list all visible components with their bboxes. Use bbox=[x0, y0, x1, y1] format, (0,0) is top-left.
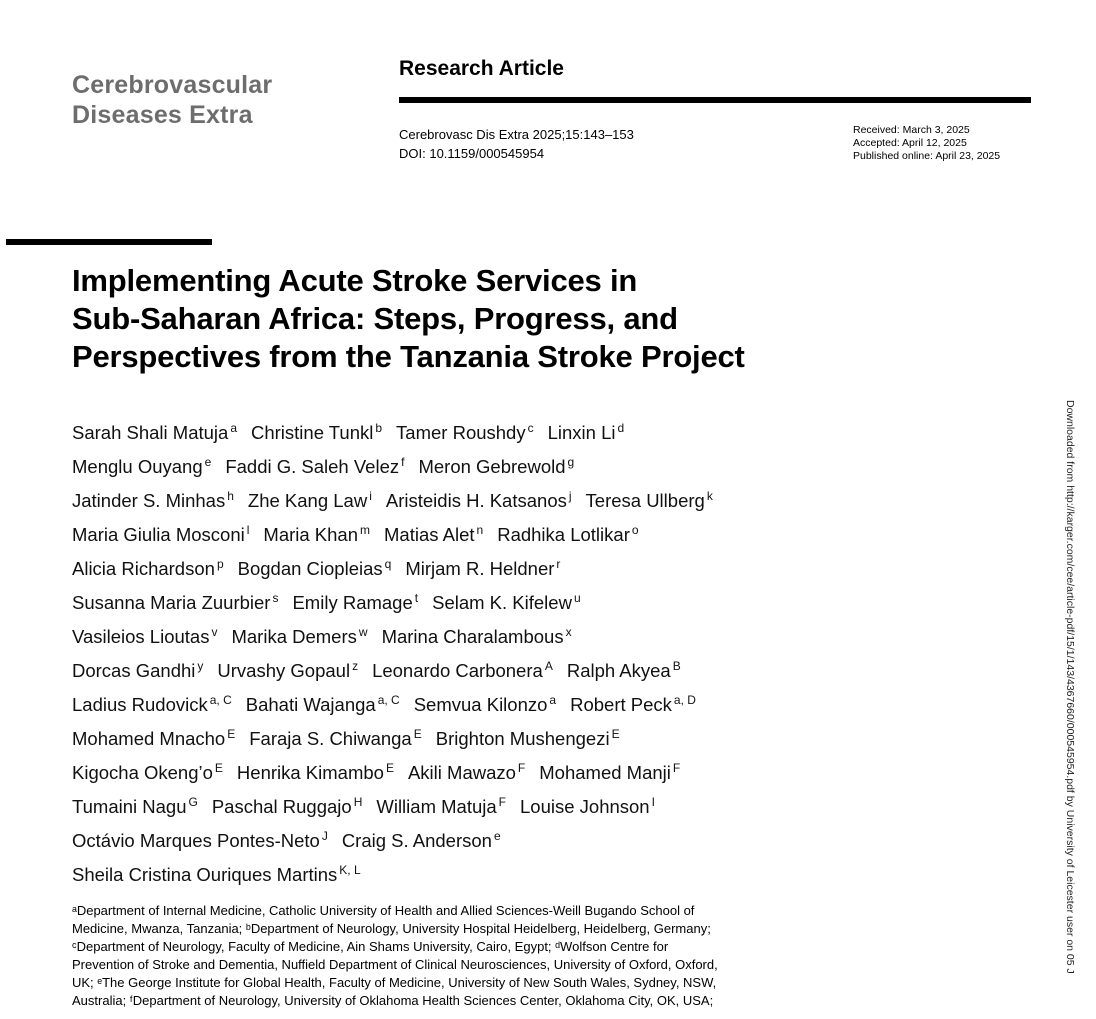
affiliation-superscript: a bbox=[230, 421, 237, 435]
author-name-text: Jatinder S. Minhas bbox=[72, 490, 226, 511]
affiliation-superscript: x bbox=[565, 625, 572, 639]
author-name[interactable] bbox=[237, 762, 394, 783]
affiliation-superscript: l bbox=[246, 523, 250, 537]
author-name[interactable] bbox=[586, 490, 713, 511]
author-line bbox=[72, 450, 852, 484]
author-name-text: Robert Peck bbox=[570, 694, 672, 715]
affiliation-superscript: d bbox=[617, 421, 625, 435]
affiliation-superscript: w bbox=[358, 625, 368, 639]
author-name-text: Marika Demers bbox=[231, 626, 357, 647]
title-line3: Perspectives from the Tanzania Stroke Project bbox=[72, 339, 745, 374]
author-name[interactable] bbox=[251, 422, 382, 443]
author-name[interactable] bbox=[384, 524, 483, 545]
author-name[interactable] bbox=[248, 490, 372, 511]
affiliation-superscript: s bbox=[272, 591, 279, 605]
received-date: Received: March 3, 2025 bbox=[853, 124, 970, 136]
author-name[interactable] bbox=[72, 422, 237, 443]
author-name-text: Dorcas Gandhi bbox=[72, 660, 196, 681]
affiliation-superscript: q bbox=[384, 557, 392, 571]
affiliation-superscript: i bbox=[369, 489, 372, 503]
affiliation-superscript: a bbox=[549, 693, 557, 707]
citation: Cerebrovasc Dis Extra 2025;15:143–153 bbox=[399, 127, 634, 142]
affiliation-line: ᶜDepartment of Neurology, Faculty of Medicine, Ain Shams University, Cairo, Egypt; ᵈWolfson Centre for bbox=[72, 939, 669, 954]
author-name-text: Henrika Kimambo bbox=[236, 762, 384, 783]
author-name[interactable] bbox=[396, 422, 534, 443]
title-rule bbox=[6, 239, 212, 245]
affiliation-superscript: F bbox=[517, 761, 526, 775]
author-name-text: Urvashy Gopaul bbox=[217, 660, 351, 681]
affiliation-line: Australia; ᶠDepartment of Neurology, University of Oklahoma Health Sciences Center, Oklahoma City, OK, USA; bbox=[72, 993, 714, 1008]
author-name-text: Bogdan Ciopleias bbox=[237, 558, 383, 579]
publication-dates bbox=[853, 124, 1000, 163]
author-line bbox=[72, 654, 852, 688]
author-name[interactable] bbox=[249, 728, 422, 749]
author-name-text: Susanna Maria Zuurbier bbox=[72, 592, 271, 613]
affiliations bbox=[72, 902, 842, 1010]
affiliation-superscript: u bbox=[573, 591, 581, 605]
author-name-text: Meron Gebrewold bbox=[418, 456, 566, 477]
author-line bbox=[72, 824, 852, 858]
author-name[interactable] bbox=[246, 694, 400, 715]
author-name[interactable] bbox=[72, 864, 361, 885]
affiliation-superscript: E bbox=[611, 727, 620, 741]
affiliation-superscript: A bbox=[544, 659, 553, 673]
author-name-text: Faddi G. Saleh Velez bbox=[225, 456, 400, 477]
author-name-text: Marina Charalambous bbox=[381, 626, 564, 647]
author-name-text: Paschal Ruggajo bbox=[211, 796, 352, 817]
author-name[interactable] bbox=[386, 490, 572, 511]
author-name[interactable] bbox=[72, 762, 223, 783]
author-name-text: Kigocha Okeng’o bbox=[72, 762, 213, 783]
affiliation-superscript: o bbox=[631, 523, 639, 537]
author-line bbox=[72, 756, 852, 790]
author-name[interactable] bbox=[497, 524, 638, 545]
affiliation-superscript: k bbox=[706, 489, 713, 503]
journal-name-line1: Cerebrovascular bbox=[72, 71, 273, 99]
affiliation-superscript: j bbox=[568, 489, 572, 503]
author-name-text: Leonardo Carbonera bbox=[372, 660, 543, 681]
author-name[interactable] bbox=[72, 694, 232, 715]
header-rule bbox=[399, 97, 1031, 103]
affiliation-line: UK; ᵉThe George Institute for Global Health, Faculty of Medicine, University of New South Wales, Sydney, NSW, bbox=[72, 975, 717, 990]
affiliation-line: ᵃDepartment of Internal Medicine, Catholic University of Health and Allied Sciences-Weill Bugando School of bbox=[72, 903, 695, 918]
affiliation-superscript: c bbox=[527, 421, 534, 435]
affiliation-superscript: h bbox=[227, 489, 234, 503]
article-title bbox=[72, 262, 872, 376]
affiliation-superscript: t bbox=[414, 591, 419, 605]
journal-name-line2: Diseases Extra bbox=[72, 101, 253, 129]
author-name[interactable] bbox=[225, 456, 404, 477]
affiliation-superscript: E bbox=[227, 727, 236, 741]
author-line bbox=[72, 586, 852, 620]
author-line bbox=[72, 722, 852, 756]
published-date: Published online: April 23, 2025 bbox=[853, 150, 1001, 162]
author-name[interactable] bbox=[520, 796, 655, 817]
author-name[interactable] bbox=[72, 660, 203, 681]
affiliation-superscript: G bbox=[188, 795, 198, 809]
author-name-text: Mirjam R. Heldner bbox=[405, 558, 555, 579]
affiliation-superscript: f bbox=[401, 455, 405, 469]
author-name-text: Louise Johnson bbox=[520, 796, 650, 817]
affiliation-superscript: J bbox=[321, 829, 328, 843]
author-name-text: William Matuja bbox=[376, 796, 497, 817]
doi-link[interactable]: DOI: 10.1159/000545954 bbox=[399, 146, 545, 161]
author-name[interactable] bbox=[72, 796, 198, 817]
author-name-text: Tumaini Nagu bbox=[72, 796, 187, 817]
author-name[interactable] bbox=[432, 592, 581, 613]
affiliation-superscript: p bbox=[216, 557, 224, 571]
author-name-text: Ladius Rudovick bbox=[72, 694, 208, 715]
author-name-text: Mohamed Mnacho bbox=[72, 728, 226, 749]
author-line bbox=[72, 688, 852, 722]
author-name[interactable] bbox=[72, 456, 211, 477]
affiliation-superscript: v bbox=[211, 625, 218, 639]
affiliation-superscript: y bbox=[197, 659, 204, 673]
author-line bbox=[72, 620, 852, 654]
affiliation-superscript: r bbox=[556, 557, 561, 571]
author-name-text: Vasileios Lioutas bbox=[72, 626, 210, 647]
affiliation-superscript: E bbox=[214, 761, 223, 775]
author-name[interactable] bbox=[72, 592, 278, 613]
author-name-text: Alicia Richardson bbox=[72, 558, 215, 579]
author-name-text: Brighton Mushengezi bbox=[435, 728, 610, 749]
author-line bbox=[72, 484, 852, 518]
author-name[interactable] bbox=[418, 456, 574, 477]
author-name-text: Sarah Shali Matuja bbox=[72, 422, 229, 443]
affiliation-superscript: E bbox=[413, 727, 422, 741]
author-name-text: Teresa Ullberg bbox=[585, 490, 705, 511]
author-name-text: Ralph Akyea bbox=[566, 660, 671, 681]
author-name[interactable] bbox=[72, 830, 328, 851]
affiliation-superscript: F bbox=[672, 761, 681, 775]
author-name-text: Maria Khan bbox=[263, 524, 359, 545]
affiliation-superscript: g bbox=[567, 455, 575, 469]
author-name-text: Sheila Cristina Ouriques Martins bbox=[72, 864, 338, 885]
author-name-text: Matias Alet bbox=[384, 524, 475, 545]
author-name-text: Selam K. Kifelew bbox=[432, 592, 572, 613]
download-notice: Downloaded from http://karger.com/cee/article-pdf/15/1/143/4367660/000545954.pdf by University of Leicester user on 05 J bbox=[1064, 400, 1076, 974]
author-name[interactable] bbox=[548, 422, 625, 443]
affiliation-superscript: B bbox=[672, 659, 681, 673]
title-line1: Implementing Acute Stroke Services in bbox=[72, 263, 638, 298]
journal-name bbox=[72, 70, 272, 130]
author-line bbox=[72, 518, 852, 552]
author-name[interactable] bbox=[72, 626, 217, 647]
affiliation-superscript: a, D bbox=[673, 693, 696, 707]
author-name[interactable] bbox=[405, 558, 560, 579]
affiliation-superscript: E bbox=[385, 761, 394, 775]
author-name-text: Linxin Li bbox=[547, 422, 616, 443]
author-name-text: Zhe Kang Law bbox=[247, 490, 368, 511]
author-name-text: Bahati Wajanga bbox=[245, 694, 376, 715]
author-name[interactable] bbox=[263, 524, 370, 545]
affiliation-superscript: a, C bbox=[209, 693, 232, 707]
author-name[interactable] bbox=[217, 660, 358, 681]
author-name[interactable] bbox=[376, 796, 506, 817]
affiliation-superscript: n bbox=[476, 523, 484, 537]
author-name-text: Maria Giulia Mosconi bbox=[72, 524, 245, 545]
author-name[interactable] bbox=[408, 762, 525, 783]
author-name[interactable] bbox=[212, 796, 363, 817]
affiliation-superscript: z bbox=[352, 659, 359, 673]
affiliation-superscript: I bbox=[651, 795, 655, 809]
author-name[interactable] bbox=[342, 830, 501, 851]
affiliation-superscript: b bbox=[375, 421, 383, 435]
affiliation-superscript: m bbox=[360, 523, 371, 537]
author-name-text: Craig S. Anderson bbox=[341, 830, 492, 851]
author-name-text: Tamer Roushdy bbox=[396, 422, 526, 443]
author-name[interactable] bbox=[238, 558, 392, 579]
author-name[interactable] bbox=[72, 524, 249, 545]
article-type: Research Article bbox=[399, 57, 564, 80]
affiliation-superscript: K, L bbox=[339, 863, 361, 877]
affiliation-superscript: a, C bbox=[377, 693, 400, 707]
citation-block bbox=[399, 125, 634, 163]
author-name[interactable] bbox=[382, 626, 572, 647]
author-line bbox=[72, 552, 852, 586]
author-name-text: Menglu Ouyang bbox=[72, 456, 203, 477]
affiliation-superscript: F bbox=[498, 795, 506, 809]
author-name-text: Aristeidis H. Katsanos bbox=[385, 490, 567, 511]
affiliation-superscript: H bbox=[353, 795, 363, 809]
title-line2: Sub-Saharan Africa: Steps, Progress, and bbox=[72, 301, 678, 336]
author-list bbox=[72, 416, 852, 892]
author-name[interactable] bbox=[72, 728, 235, 749]
author-name[interactable] bbox=[414, 694, 556, 715]
affiliation-line: Prevention of Stroke and Dementia, Nuffield Department of Clinical Neurosciences, University of Oxford, Oxford, bbox=[72, 957, 718, 972]
author-line bbox=[72, 790, 852, 824]
author-name[interactable] bbox=[567, 660, 681, 681]
affiliation-line: Medicine, Mwanza, Tanzania; ᵇDepartment of Neurology, University Hospital Heidelberg, Heidelberg, Germany; bbox=[72, 921, 711, 936]
author-line bbox=[72, 416, 852, 450]
author-name-text: Akili Mawazo bbox=[407, 762, 516, 783]
author-name-text: Semvua Kilonzo bbox=[413, 694, 548, 715]
affiliation-superscript: e bbox=[493, 829, 501, 843]
author-name-text: Mohamed Manji bbox=[539, 762, 671, 783]
author-name-text: Christine Tunkl bbox=[251, 422, 374, 443]
author-name-text: Emily Ramage bbox=[292, 592, 413, 613]
author-name[interactable] bbox=[372, 660, 553, 681]
author-name[interactable] bbox=[72, 558, 224, 579]
author-name[interactable] bbox=[436, 728, 620, 749]
affiliation-superscript: e bbox=[204, 455, 212, 469]
author-name-text: Octávio Marques Pontes-Neto bbox=[72, 830, 320, 851]
author-line bbox=[72, 858, 852, 892]
accepted-date: Accepted: April 12, 2025 bbox=[853, 137, 967, 149]
author-name-text: Radhika Lotlikar bbox=[497, 524, 630, 545]
author-name[interactable] bbox=[231, 626, 367, 647]
author-name[interactable] bbox=[72, 490, 234, 511]
author-name[interactable] bbox=[539, 762, 680, 783]
author-name[interactable] bbox=[570, 694, 696, 715]
author-name-text: Faraja S. Chiwanga bbox=[249, 728, 412, 749]
author-name[interactable] bbox=[292, 592, 418, 613]
